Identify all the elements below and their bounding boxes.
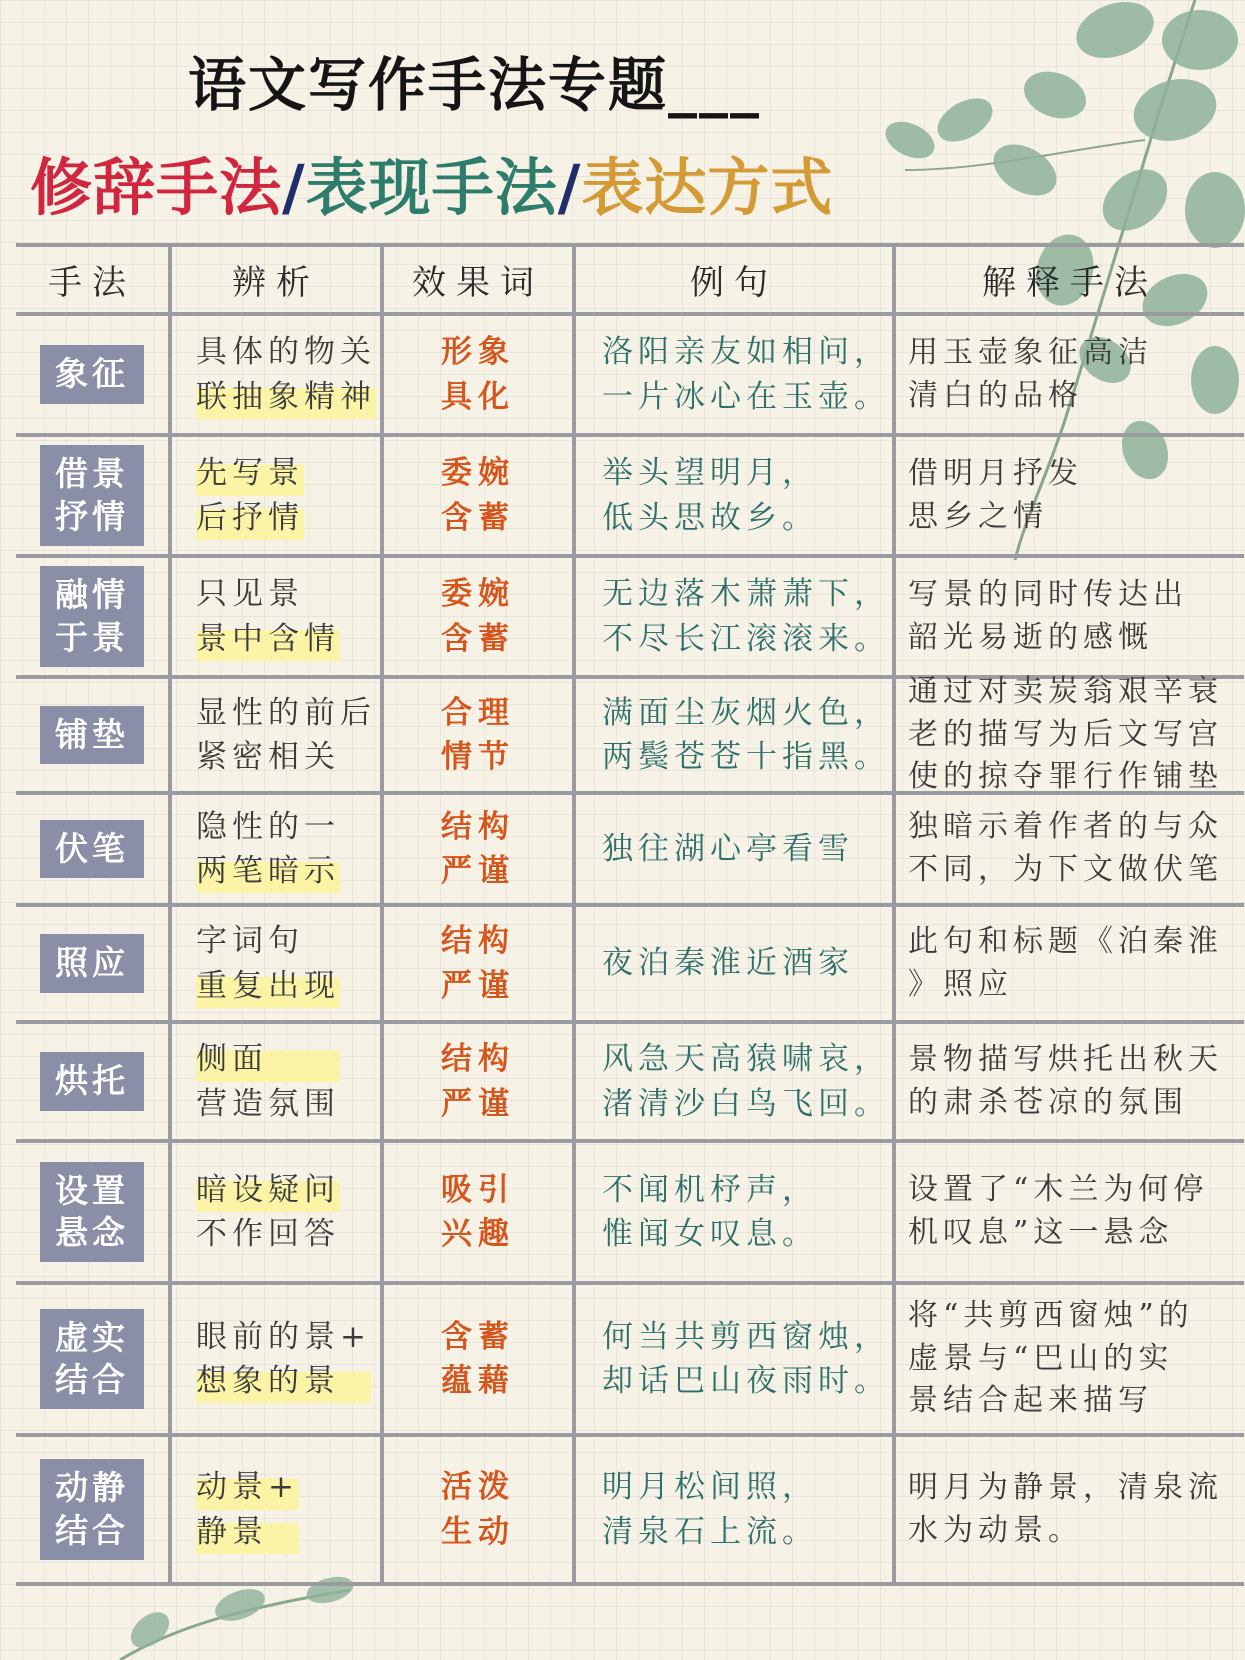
- explanation-cell: [896, 1024, 1244, 1139]
- effect-line: 兴趣: [441, 1216, 515, 1252]
- technique-line: 虚实: [55, 1317, 129, 1357]
- example-text: [602, 691, 890, 779]
- explanation-line: 设置了“木兰为何停: [908, 1172, 1209, 1208]
- analysis-cell: [172, 437, 384, 554]
- explanation-line: 用玉壶象征高洁: [908, 334, 1153, 370]
- technique-line: 结合: [55, 1510, 129, 1550]
- header-analysis: 辨析: [172, 247, 384, 312]
- effect-cell: [384, 1437, 576, 1582]
- table-row: [16, 437, 1244, 558]
- effect-cell: [384, 558, 576, 675]
- effect-line: 结构: [441, 923, 515, 960]
- technique-line: 动静: [55, 1468, 129, 1508]
- analysis-text: [196, 1168, 340, 1256]
- analysis-line: 不作回答: [196, 1216, 340, 1252]
- technique-cell: [16, 907, 172, 1020]
- example-line: 独往湖心亭看雪: [602, 830, 854, 867]
- technique-cell: [16, 316, 172, 433]
- page-title: 语文写作手法专题___: [188, 51, 762, 119]
- highlighted-phrase: 后抒情: [196, 499, 304, 536]
- table-row: [16, 558, 1244, 679]
- analysis-line: [196, 1168, 340, 1212]
- technique-cell: [16, 1437, 172, 1582]
- technique-cell: [16, 679, 172, 791]
- effect-line: 情节: [441, 739, 515, 775]
- table-header-row: [16, 247, 1244, 316]
- explanation-line: 使的掠夺罪行作铺垫: [908, 759, 1223, 795]
- explanation-text: [908, 1295, 1194, 1423]
- explanation-line: 》照应: [908, 966, 1013, 1002]
- effect-line: 严谨: [441, 1085, 515, 1122]
- effect-line: 生动: [441, 1513, 515, 1550]
- technique-tag: [40, 566, 144, 666]
- explanation-line: 独暗示着作者的与众: [908, 809, 1223, 845]
- analysis-text: [196, 1315, 371, 1403]
- example-line: 惟闻女叹息。: [602, 1216, 818, 1252]
- example-line: 却话巴山夜雨时。: [602, 1363, 890, 1399]
- example-cell: [576, 558, 896, 675]
- highlighted-phrase: 侧面: [196, 1041, 268, 1078]
- table-row: [16, 316, 1244, 437]
- effect-text: [441, 330, 515, 418]
- example-text: [602, 1315, 890, 1403]
- example-cell: [576, 1437, 896, 1582]
- technique-tag: [40, 1162, 144, 1262]
- analysis-line: [196, 375, 376, 419]
- technique-line: 铺垫: [55, 714, 129, 754]
- effect-line: 严谨: [441, 967, 515, 1004]
- highlighted-phrase: 先写景: [196, 455, 304, 492]
- analysis-line: [196, 849, 340, 893]
- header-effect: 效果词: [384, 247, 576, 312]
- example-line: 洛阳亲友如相问，: [602, 334, 890, 371]
- explanation-line: 景物描写烘托出秋天: [908, 1041, 1223, 1077]
- example-text: [602, 1168, 818, 1256]
- explanation-text: [908, 806, 1223, 891]
- effect-line: 含蓄: [441, 499, 515, 536]
- analysis-text: [196, 805, 340, 893]
- effect-text: [441, 1465, 515, 1553]
- technique-line: 抒情: [55, 496, 129, 536]
- example-line: 风急天高猿啸哀，: [602, 1041, 890, 1078]
- explanation-line: 景结合起来描写: [908, 1383, 1153, 1419]
- analysis-text: [196, 451, 304, 539]
- effect-text: [441, 451, 515, 539]
- explanation-cell: [896, 674, 1244, 795]
- explanation-cell: [896, 558, 1244, 675]
- table-row: [16, 795, 1244, 907]
- header-explanation: 解释手法: [982, 263, 1158, 303]
- technique-cell: [16, 437, 172, 554]
- example-text: [602, 941, 854, 985]
- analysis-cell: [172, 679, 384, 791]
- technique-line: 伏笔: [55, 828, 129, 868]
- example-line: 渚清沙白鸟飞回。: [602, 1085, 890, 1122]
- effect-text: [441, 572, 515, 660]
- effect-line: 委婉: [441, 455, 515, 492]
- explanation-text: [908, 453, 1083, 538]
- highlighted-phrase: 重复出现: [196, 967, 340, 1004]
- explanation-cell: [896, 316, 1244, 433]
- effect-cell: [384, 1024, 576, 1139]
- explanation-text: [908, 1039, 1223, 1124]
- example-line: 无边落木萧萧下，: [602, 576, 890, 613]
- analysis-line: [196, 1037, 340, 1081]
- technique-line: 于景: [55, 617, 129, 657]
- technique-cell: [16, 1143, 172, 1281]
- analysis-line: [196, 1465, 299, 1509]
- example-cell: [576, 316, 896, 433]
- explanation-cell: [896, 1143, 1244, 1281]
- explanation-cell: [896, 1285, 1244, 1433]
- technique-tag: [40, 1052, 144, 1110]
- effect-text: [441, 805, 515, 893]
- analysis-line: 显性的前后: [196, 694, 376, 731]
- explanation-text: [908, 921, 1223, 1006]
- effect-cell: [384, 795, 576, 903]
- analysis-line: 营造氛围: [196, 1085, 340, 1122]
- effect-text: [441, 691, 515, 779]
- example-line: 明月松间照，: [602, 1469, 818, 1506]
- highlighted-phrase: 动景+: [196, 1469, 299, 1506]
- example-cell: [576, 1024, 896, 1139]
- explanation-line: 机叹息”这一悬念: [908, 1215, 1174, 1250]
- effect-cell: [384, 907, 576, 1020]
- explanation-text: [908, 332, 1153, 417]
- highlighted-phrase: 暗设疑问: [196, 1171, 340, 1208]
- analysis-text: [196, 1465, 299, 1553]
- technique-line: 悬念: [55, 1213, 129, 1252]
- effect-line: 形象: [441, 334, 515, 371]
- technique-tag: [40, 445, 144, 545]
- effect-text: [441, 1315, 515, 1403]
- subtitle-rhetoric: 修辞手法: [30, 151, 283, 224]
- explanation-cell: [896, 795, 1244, 903]
- effect-text: [441, 1037, 515, 1125]
- technique-cell: [16, 558, 172, 675]
- analysis-cell: [172, 907, 384, 1020]
- effect-line: 结构: [441, 1041, 515, 1078]
- example-cell: [576, 679, 896, 791]
- technique-tag: [40, 706, 144, 764]
- explanation-cell: [896, 907, 1244, 1020]
- technique-line: 照应: [55, 943, 129, 983]
- analysis-line: 隐性的一: [196, 808, 340, 845]
- explanation-line: 清白的品格: [908, 377, 1083, 413]
- table-row: [16, 1285, 1244, 1437]
- technique-line: 象征: [55, 354, 129, 394]
- analysis-line: 字词句: [196, 923, 304, 960]
- explanation-cell: [896, 437, 1244, 554]
- table-row: [16, 674, 1244, 795]
- example-line: 满面尘灰烟火色，: [602, 694, 890, 731]
- example-cell: [576, 437, 896, 554]
- analysis-cell: [172, 558, 384, 675]
- technique-tag: [40, 1309, 144, 1409]
- analysis-line: [196, 451, 304, 495]
- example-line: 两鬓苍苍十指黑。: [602, 739, 890, 775]
- explanation-line: 明月为静景，清泉流: [908, 1469, 1223, 1505]
- analysis-cell: [172, 1143, 384, 1281]
- analysis-cell: [172, 316, 384, 433]
- table-row: [16, 907, 1244, 1024]
- technique-tag: [40, 1459, 144, 1559]
- explanation-line: 老的描写为后文写宫: [908, 716, 1223, 752]
- analysis-line: [196, 1510, 299, 1554]
- technique-cell: [16, 1024, 172, 1139]
- example-cell: [576, 1143, 896, 1281]
- table-row: [16, 1437, 1244, 1586]
- analysis-line: 眼前的景+: [196, 1318, 371, 1355]
- technique-cell: [16, 795, 172, 903]
- effect-line: 蕴藉: [441, 1363, 515, 1399]
- explanation-line: 不同，为下文做伏笔: [908, 852, 1223, 887]
- explanation-line: 通过对卖炭翁艰辛衰: [908, 674, 1223, 710]
- analysis-line: [196, 617, 340, 661]
- technique-line: 融情: [55, 575, 129, 615]
- example-text: [602, 330, 890, 418]
- analysis-line: [196, 1359, 371, 1403]
- explanation-text: [908, 1169, 1208, 1254]
- subtitle-expression-mode: 表达方式: [581, 151, 834, 224]
- effect-cell: [384, 679, 576, 791]
- example-cell: [576, 907, 896, 1020]
- table-row: [16, 1024, 1244, 1143]
- effect-cell: [384, 316, 576, 433]
- analysis-cell: [172, 1437, 384, 1582]
- example-cell: [576, 1285, 896, 1433]
- example-text: [602, 1037, 890, 1125]
- explanation-line: 借明月抒发: [908, 455, 1083, 491]
- example-text: [602, 451, 818, 539]
- effect-line: 吸引: [441, 1171, 515, 1208]
- analysis-cell: [172, 1285, 384, 1433]
- highlighted-phrase: 两笔暗示: [196, 853, 340, 889]
- explanation-line: 写景的同时传达出: [908, 576, 1188, 612]
- example-line: 一片冰心在玉壶。: [602, 378, 890, 415]
- highlighted-phrase: 想象的景: [196, 1363, 340, 1399]
- example-line: 不闻机杼声，: [602, 1171, 818, 1208]
- technique-tag: [40, 934, 144, 992]
- explanation-line: 虚景与“巴山的实: [908, 1340, 1174, 1376]
- effect-cell: [384, 437, 576, 554]
- effect-line: 合理: [441, 694, 515, 731]
- highlighted-phrase: 景中含情: [196, 620, 340, 657]
- example-line: 低头思故乡。: [602, 499, 818, 536]
- technique-line: 烘托: [55, 1061, 129, 1101]
- page-subtitle: [30, 138, 833, 227]
- example-cell: [576, 795, 896, 903]
- header-technique: 手法: [16, 247, 172, 312]
- example-line: 清泉石上流。: [602, 1513, 818, 1550]
- analysis-text: [196, 919, 340, 1007]
- explanation-cell: [896, 1437, 1244, 1582]
- effect-text: [441, 919, 515, 1007]
- table-row: [16, 1143, 1244, 1285]
- explanation-line: 的肃杀苍凉的氛围: [908, 1084, 1188, 1120]
- technique-line: 借景: [55, 454, 129, 494]
- highlighted-phrase: 静景: [196, 1513, 268, 1550]
- effect-line: 含蓄: [441, 620, 515, 657]
- effect-line: 含蓄: [441, 1318, 515, 1355]
- effect-line: 委婉: [441, 576, 515, 613]
- analysis-line: [196, 964, 340, 1008]
- example-line: 何当共剪西窗烛，: [602, 1318, 890, 1355]
- analysis-text: [196, 1037, 340, 1125]
- explanation-line: 思乡之情: [908, 498, 1048, 534]
- explanation-text: [908, 574, 1188, 659]
- effect-line: 活泼: [441, 1469, 515, 1506]
- table-body: [16, 316, 1244, 1586]
- analysis-line: 具体的物关: [196, 334, 376, 371]
- example-text: [602, 572, 890, 660]
- effect-text: [441, 1168, 515, 1256]
- technique-tag: [40, 345, 144, 403]
- example-text: [602, 1465, 818, 1553]
- analysis-cell: [172, 1024, 384, 1139]
- explanation-text: [908, 1467, 1223, 1552]
- analysis-line: [196, 496, 304, 540]
- technique-line: 设置: [55, 1170, 129, 1210]
- technique-line: 结合: [55, 1360, 129, 1399]
- effect-line: 结构: [441, 808, 515, 845]
- explanation-text: [908, 671, 1223, 799]
- analysis-line: 只见景: [196, 576, 304, 613]
- analysis-text: [196, 572, 340, 660]
- effect-line: 具化: [441, 378, 515, 415]
- explanation-line: 将“共剪西窗烛”的: [908, 1298, 1194, 1334]
- technique-table: [16, 243, 1244, 1586]
- example-line: 举头望明月，: [602, 455, 818, 492]
- analysis-cell: [172, 795, 384, 903]
- example-line: 夜泊秦淮近酒家: [602, 945, 854, 982]
- analysis-text: [196, 330, 376, 418]
- example-line: 不尽长江滚滚来。: [602, 620, 890, 657]
- subtitle-expression: 表现手法: [305, 151, 558, 224]
- technique-tag: [40, 820, 144, 878]
- effect-cell: [384, 1143, 576, 1281]
- header-example: 例句: [576, 247, 896, 312]
- analysis-text: [196, 691, 376, 779]
- highlighted-phrase: 联抽象精神: [196, 378, 376, 415]
- subtitle-separator: /: [282, 151, 306, 224]
- explanation-line: 水为动景。: [908, 1512, 1083, 1548]
- technique-cell: [16, 1285, 172, 1433]
- effect-line: 严谨: [441, 853, 515, 889]
- explanation-line: 此句和标题《泊秦淮: [908, 923, 1223, 959]
- example-text: [602, 827, 854, 871]
- subtitle-separator: /: [557, 151, 582, 224]
- analysis-line: 紧密相关: [196, 739, 340, 775]
- explanation-line: 韶光易逝的感慨: [908, 619, 1153, 655]
- effect-cell: [384, 1285, 576, 1433]
